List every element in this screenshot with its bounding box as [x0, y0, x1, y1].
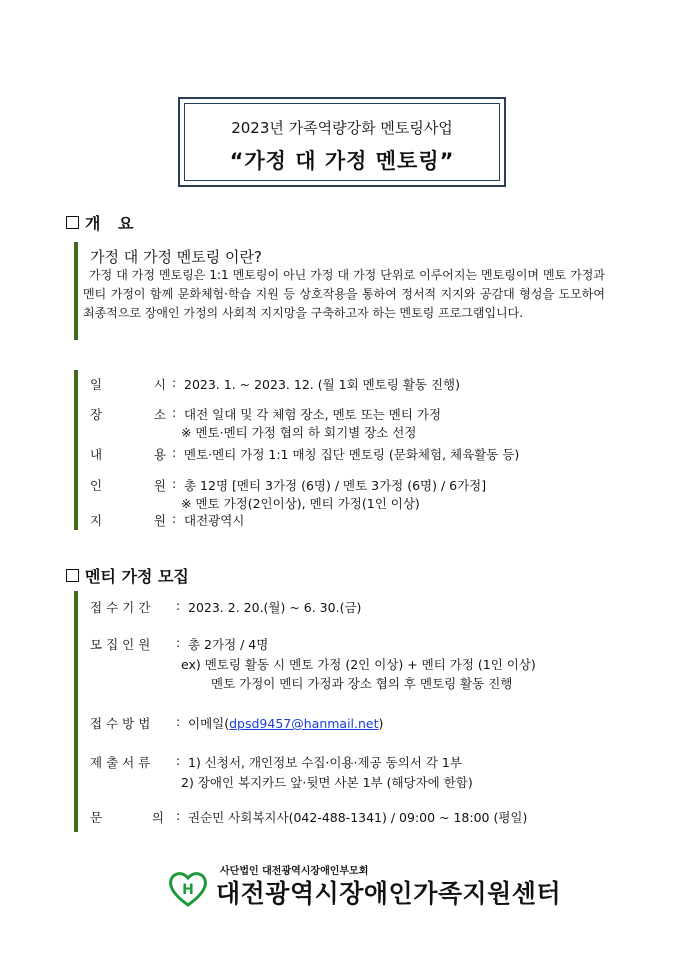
overview-row-support: 지 원 : 대전광역시 [90, 511, 245, 528]
section-title: 개 요 [85, 214, 140, 233]
place-note: ※ 멘토·멘티 가정 협의 하 회기별 장소 선정 [181, 425, 417, 440]
recruit-details-panel [74, 591, 606, 832]
recruit-row-count: 모집인원 : 총 2가정 / 4명 [90, 635, 269, 652]
intro-paragraph: 가정 대 가정 멘토링은 1:1 멘토링이 아닌 가정 대 가정 단위로 이루어지는 멘토링이며 멘토 가정과 멘티 가정이 함께 문화체험·학습 지원 등 상호작용을 통하여 정서적 지지와 공감대 형성을 도모하여 최종적으로 장애인 가정의 사회적 지지망을 구축하고자 하는 멘토링 프로그램입니다. [83, 268, 605, 320]
recruit-row-period: 접수기간 : 2023. 2. 20.(월) ~ 6. 30.(금) [90, 598, 362, 615]
intro-title: 가정 대 가정 멘토링 이란? [90, 248, 262, 266]
recruit-row-method: 접수방법 : 이메일(dpsd9457@hanmail.net) [90, 714, 384, 731]
overview-row-date: 일 시 : 2023. 1. ~ 2023. 12. (월 1회 멘토링 활동 진행) [90, 375, 460, 392]
recruit-row-documents: 제출서류 : 1) 신청서, 개인정보 수집·이용·제공 동의서 각 1부 [90, 753, 462, 770]
recruit-count-note2: 멘토 가정이 멘티 가정과 장소 협의 후 멘토링 활동 진행 [211, 676, 513, 691]
section-recruit-heading [66, 564, 189, 587]
section-overview-heading [66, 211, 139, 234]
overview-row-place: 장 소 : 대전 일대 및 각 체험 장소, 멘토 또는 멘티 가정 [90, 405, 442, 422]
org-parent-name: 사단법인 대전광역시장애인부모회 [220, 866, 369, 877]
recruit-count-note1: ex) 멘토링 활동 시 멘토 가정 (2인 이상) + 멘티 가정 (1인 이상) [181, 657, 536, 672]
overview-row-content: 내 용 : 멘토·멘티 가정 1:1 매칭 집단 멘토링 (문화체험, 체육활동 등) [90, 445, 520, 462]
title-box [178, 97, 506, 187]
footer-logo [168, 862, 562, 908]
section-title: 멘티 가정 모집 [85, 567, 189, 586]
overview-row-people: 인 원 : 총 12명 [멘티 3가정 (6명) / 멘토 3가정 (6명) / 6가정] [90, 476, 487, 493]
heart-logo-icon [168, 870, 208, 908]
org-name: 대전광역시장애인가족지원센터 [216, 879, 562, 908]
checkbox-square-icon [66, 569, 79, 582]
people-note: ※ 멘토 가정(2인이상), 멘티 가정(1인 이상) [181, 496, 420, 511]
documents-note: 2) 장애인 복지카드 앞·뒷면 사본 1부 (해당자에 한함) [181, 775, 473, 790]
program-subtitle: 2023년 가족역량강화 멘토링사업 [231, 119, 453, 137]
program-title: “가정 대 가정 멘토링” [229, 149, 455, 173]
recruit-row-inquiry: 문 의 : 권순민 사회복지사(042-488-1341) / 09:00 ~ 18:00 (평일) [90, 808, 528, 825]
svg-text:H: H [182, 882, 194, 898]
checkbox-square-icon [66, 216, 79, 229]
email-link[interactable]: dpsd9457@hanmail.net [229, 716, 379, 731]
